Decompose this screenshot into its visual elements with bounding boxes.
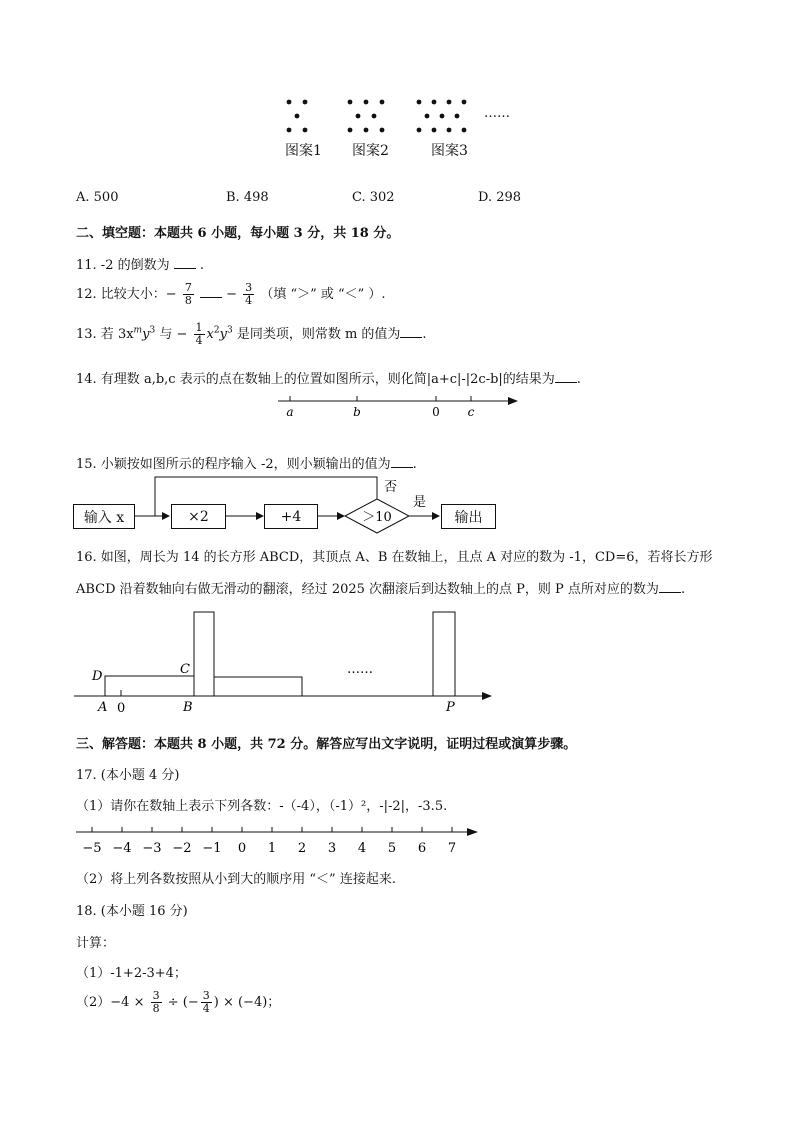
q17-tick-label: 1	[267, 841, 277, 856]
q11-text: 11. -2 的倒数为	[76, 258, 170, 273]
q13-sup-2: 2	[213, 325, 220, 336]
q17-tick-label: 6	[417, 841, 427, 856]
q16-label-d: D	[92, 669, 103, 684]
flow-condition-label: ＞10	[362, 510, 392, 525]
q13-sup-3b: 3	[226, 325, 233, 336]
q14-label-0: 0	[432, 405, 440, 419]
option-c: C. 302	[352, 190, 395, 205]
q16-line-1: 16. 如图，周长为 14 的长方形 ABCD，其顶点 A、B 在数轴上，且点 A 对应的数为 -1，CD=6，若将长方形	[76, 550, 713, 565]
q15-text: 15. 小颖按如图所示的程序输入 -2，则小颖输出的值为	[76, 457, 391, 472]
q18-part-2	[76, 990, 280, 1015]
q18-part-1: （1）-1+2-3+4；	[76, 966, 187, 981]
pattern-ellipsis: ……	[484, 106, 510, 121]
q15-tail: .	[412, 457, 417, 472]
q17-tick-label: −3	[142, 841, 162, 856]
q16-label-a: A	[98, 700, 108, 715]
q16-line-2: ABCD 沿着数轴向右做无滑动的翻滚，经过 2025 次翻滚后到达数轴上的点 P，则 P 点所对应的数为	[76, 582, 659, 597]
q12-mid: −	[226, 287, 238, 302]
q16-tail: .	[680, 582, 686, 597]
q13-mid: 与 −	[159, 327, 188, 342]
q16-label-zero: 0	[117, 701, 126, 716]
q17-tick-label: −2	[172, 841, 192, 856]
q18-frac2-den: 4	[202, 1002, 210, 1015]
q13-term-y: y	[219, 327, 227, 342]
q18-frac2-num: 3	[202, 989, 210, 1002]
q18-header: 18. (本小题 16 分)	[76, 904, 188, 919]
q14-label-b: b	[353, 405, 361, 419]
q18-frac1-den: 8	[152, 1002, 160, 1015]
q17-tick-label: −1	[202, 841, 222, 856]
q17-header: 17. (本小题 4 分)	[76, 768, 180, 783]
q13-term-x: x	[206, 327, 214, 342]
q17-tick-label: −4	[112, 841, 132, 856]
q13-y: y	[142, 327, 150, 342]
q12-suffix: （填 “＞” 或 “＜” ）.	[260, 287, 386, 302]
q13-sup-m: m	[133, 325, 143, 336]
q17-tick-label: 7	[447, 841, 457, 856]
q18-frac1-num: 3	[152, 989, 160, 1002]
flow-yes-label: 是	[413, 495, 427, 510]
q14-label-c: c	[467, 405, 475, 419]
q18-fraction-1	[151, 990, 162, 1015]
q17-tick-label: 5	[387, 841, 397, 856]
q17-part-1: （1）请你在数轴上表示下列各数：-（-4），（-1）²，-|-2|，-3.5.	[76, 799, 448, 814]
flow-no-label: 否	[384, 480, 398, 495]
option-d: D. 298	[478, 190, 522, 205]
pattern-1-label: 图案1	[285, 143, 322, 159]
option-b: B. 498	[226, 190, 269, 205]
q12-prefix: 12. 比较大小：−	[76, 287, 177, 302]
q17-tick-label: 3	[327, 841, 337, 856]
q17-part-2: （2）将上列各数按照从小到大的顺序用 “＜” 连接起来.	[76, 872, 396, 887]
q13-prefix: 13. 若 3x	[76, 327, 134, 342]
q17-tick-label: 4	[357, 841, 367, 856]
q12-frac2-num: 3	[245, 281, 253, 294]
q18-fraction-2	[201, 990, 212, 1015]
q11-tail: .	[199, 258, 205, 273]
q17-axis-arrow	[467, 828, 478, 836]
q12-frac1-num: 7	[184, 281, 192, 294]
q18-p2-prefix: （2）−4 ×	[76, 995, 145, 1010]
q14-tail: .	[576, 372, 581, 387]
section-2-title: 二、填空题：本题共 6 小题，每小题 3 分，共 18 分。	[76, 226, 400, 241]
q17-tick-label: −5	[82, 841, 102, 856]
q18-p2-suffix: ) × (−4)；	[213, 995, 281, 1010]
q13-sup-3: 3	[149, 325, 156, 336]
q17-tick-label: 0	[237, 841, 247, 856]
pattern-2-label: 图案2	[352, 143, 389, 159]
q16-dots: ……	[347, 662, 373, 677]
q14-label-a: a	[286, 405, 294, 419]
q13-frac-den: 4	[195, 334, 203, 347]
q14-text: 14. 有理数 a,b,c 表示的点在数轴上的位置如图所示，则化简|a+c|-|2c-b|的结果为	[76, 372, 555, 387]
q12-frac2-den: 4	[245, 294, 253, 307]
q16-label-p: P	[446, 700, 455, 715]
q13-tail: .	[422, 327, 427, 342]
option-a: A. 500	[76, 190, 119, 205]
q16-label-b: B	[183, 700, 193, 715]
q18-p2-mid: ÷ (−	[167, 995, 199, 1010]
section-3-title: 三、解答题：本题共 8 小题，共 72 分。解答应写出文字说明，证明过程或演算步骤。	[76, 737, 577, 752]
pattern-3-label: 图案3	[431, 143, 468, 159]
q17-tick-label: 2	[297, 841, 307, 856]
flow-input-label: 输入 x	[83, 509, 125, 526]
flow-output-label: 输出	[454, 509, 483, 526]
q18-intro: 计算：	[76, 936, 116, 951]
flow-add-label: +4	[280, 508, 302, 525]
flow-multiply-label: ×2	[188, 508, 209, 525]
q16-label-c: C	[180, 662, 190, 677]
q12-frac1-den: 8	[184, 294, 192, 307]
q13-suffix: 是同类项，则常数 m 的值为	[236, 327, 401, 342]
q13-frac-num: 1	[195, 321, 203, 334]
